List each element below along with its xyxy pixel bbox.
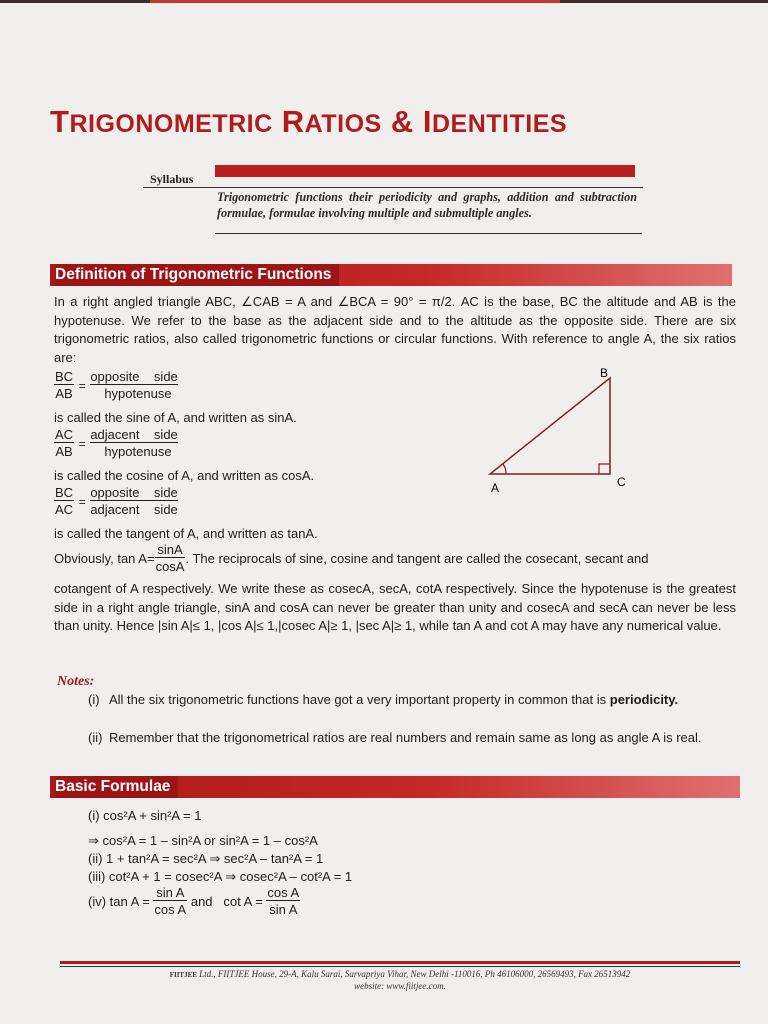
obviously-prefix: Obviously, tan A= [54, 551, 155, 566]
equals-sign: = [78, 378, 86, 393]
section-header-definition [50, 264, 732, 286]
angle-arc [503, 464, 506, 474]
formula-4 [88, 885, 300, 918]
obviously-suffix: . The reciprocals of sine, cosine and tangent are called the cosecant, secant and [185, 551, 649, 566]
word-numerator: opposite side [90, 485, 178, 500]
footer-website: website: www.fiitjee.com. [354, 981, 446, 991]
vertex-label-c: C [617, 475, 626, 489]
fraction-numerator: AC [55, 427, 74, 442]
word-numerator: opposite side [90, 369, 178, 384]
fraction [54, 427, 74, 460]
word-denominator: adjacent side [90, 502, 178, 517]
ratio-sine [54, 369, 178, 402]
footer-rule [60, 961, 740, 964]
vertex-label-a: A [491, 481, 500, 492]
formula-4-label: (iv) tan A = [88, 894, 150, 909]
syllabus-text: Trigonometric functions their periodicity and graphs, addition and subtraction formulae, formulae involving multiple and submultiple angles. [217, 190, 637, 220]
note-number: (ii) [88, 730, 103, 745]
formula-1: (i) cos²A + sin²A = 1 [88, 808, 202, 823]
intro-paragraph: In a right angled triangle ABC, ∠CAB = A and ∠BCA = 90° = π/2. AC is the base, BC the altitude and AB is the hypotenuse. We refer to the base as the adjacent side and to the altitude as the opposite side. There are six trigonometric ratios, also called trigonometric functions or circular functions. With reference to angle A, the six ratios are: [54, 294, 736, 365]
page-title [50, 104, 567, 140]
syllabus-bar [215, 165, 635, 177]
note-end: . [674, 692, 679, 707]
title-R: R [281, 104, 305, 139]
fraction-denominator: AB [55, 386, 73, 401]
fraction-denominator: AC [55, 502, 74, 517]
right-triangle-diagram [480, 362, 640, 492]
equals-sign: = [78, 436, 86, 451]
formula-4-cot: cot A = [223, 894, 263, 909]
fraction [153, 885, 187, 918]
footer-brand: FIITJEE [169, 971, 197, 979]
ratio-caption-tangent: is called the tangent of A, and written as tanA. [54, 526, 318, 541]
syllabus-divider [143, 187, 643, 188]
title-T: T [50, 104, 70, 139]
note-item-1 [88, 691, 738, 727]
top-rule [0, 0, 768, 3]
word-fraction [90, 485, 177, 518]
footer-rule-thin [60, 966, 740, 967]
vertex-label-b: B [600, 366, 609, 380]
syllabus-label: Syllabus [150, 172, 194, 186]
section-heading-basic-formulae: Basic Formulae [55, 776, 178, 798]
title-word-2: ATIOS [304, 110, 382, 138]
fraction-numerator: BC [55, 485, 74, 500]
word-fraction [90, 369, 177, 402]
footer [60, 969, 740, 992]
formula-4-and: and [190, 894, 213, 909]
notes-title: Notes: [57, 674, 95, 689]
section-header-basic-formulae [50, 776, 740, 798]
note-number: (i) [88, 692, 100, 707]
fraction-numerator: cos A [267, 885, 300, 900]
note-body: All the six trigonometric functions have got a very important property in common that is [109, 692, 607, 707]
fraction-numerator: sin A [153, 885, 187, 901]
note-item-2 [88, 729, 738, 765]
right-angle-marker [599, 464, 610, 474]
fraction [54, 369, 74, 402]
ratio-caption-cosine: is called the cosine of A, and written as cosA. [54, 468, 315, 483]
paragraph-2: cotangent of A respectively. We write these as cosecA, secA, cotA respectively. Since the hypotenuse is the greatest side in a right angle triangle, sinA and cosA can never be greater than unity and cosecA and secA can never be less than unity. Hence |sin A|≤ 1, |cos A|≤ 1,|cosec A|≥ 1, |sec A|≥ 1, while tan A and cot A may have any numerical value. [54, 581, 736, 633]
title-word-1: RIGONOMETRIC [69, 110, 273, 138]
fraction [54, 485, 74, 518]
ratio-tangent [54, 485, 178, 518]
fraction-denominator: cos A [154, 902, 187, 917]
section-heading-definition: Definition of Trigonometric Functions [55, 264, 339, 286]
fraction-numerator: BC [55, 369, 74, 384]
note-bold-term: periodicity [609, 692, 675, 707]
footer-address: Ltd., FIITJEE House, 29-A, Kalu Sarai, Sarvapriya Vihar, New Delhi -110016, Ph 46106000, 26569493, Fax 26513942 [196, 969, 631, 979]
title-amp: & [390, 104, 414, 139]
note-text [109, 691, 739, 709]
title-word-3: DENTITIES [431, 110, 568, 138]
fraction-denominator: AB [55, 444, 73, 459]
ratio-caption-sine: is called the sine of A, and written as sinA. [54, 410, 297, 425]
formula-1b: ⇒ cos²A = 1 – sin²A or sin²A = 1 – cos²A [88, 833, 318, 848]
top-rule-accent [150, 0, 560, 3]
fraction-denominator: sin A [269, 902, 298, 917]
word-denominator: hypotenuse [104, 444, 172, 459]
formula-2: (ii) 1 + tan²A = sec²A ⇒ sec²A – tan²A = 1 [88, 851, 324, 866]
fraction [266, 885, 300, 918]
fraction [155, 542, 186, 575]
syllabus-divider-bottom [215, 233, 642, 234]
fraction-denominator: cosA [155, 559, 185, 574]
fraction-numerator: sinA [155, 542, 186, 558]
triangle-outline [490, 378, 610, 474]
title-I: I [422, 104, 432, 139]
word-denominator: hypotenuse [104, 386, 172, 401]
equals-sign: = [78, 494, 86, 509]
obviously-line [54, 542, 648, 575]
note-text: Remember that the trigonometrical ratios are real numbers and remain same as long as angle A is real. [109, 730, 702, 745]
word-fraction [90, 427, 177, 460]
word-numerator: adjacent side [90, 427, 178, 442]
formula-3: (iii) cot²A + 1 = cosec²A ⇒ cosec²A – cot²A = 1 [88, 869, 353, 884]
ratio-cosine [54, 427, 178, 460]
